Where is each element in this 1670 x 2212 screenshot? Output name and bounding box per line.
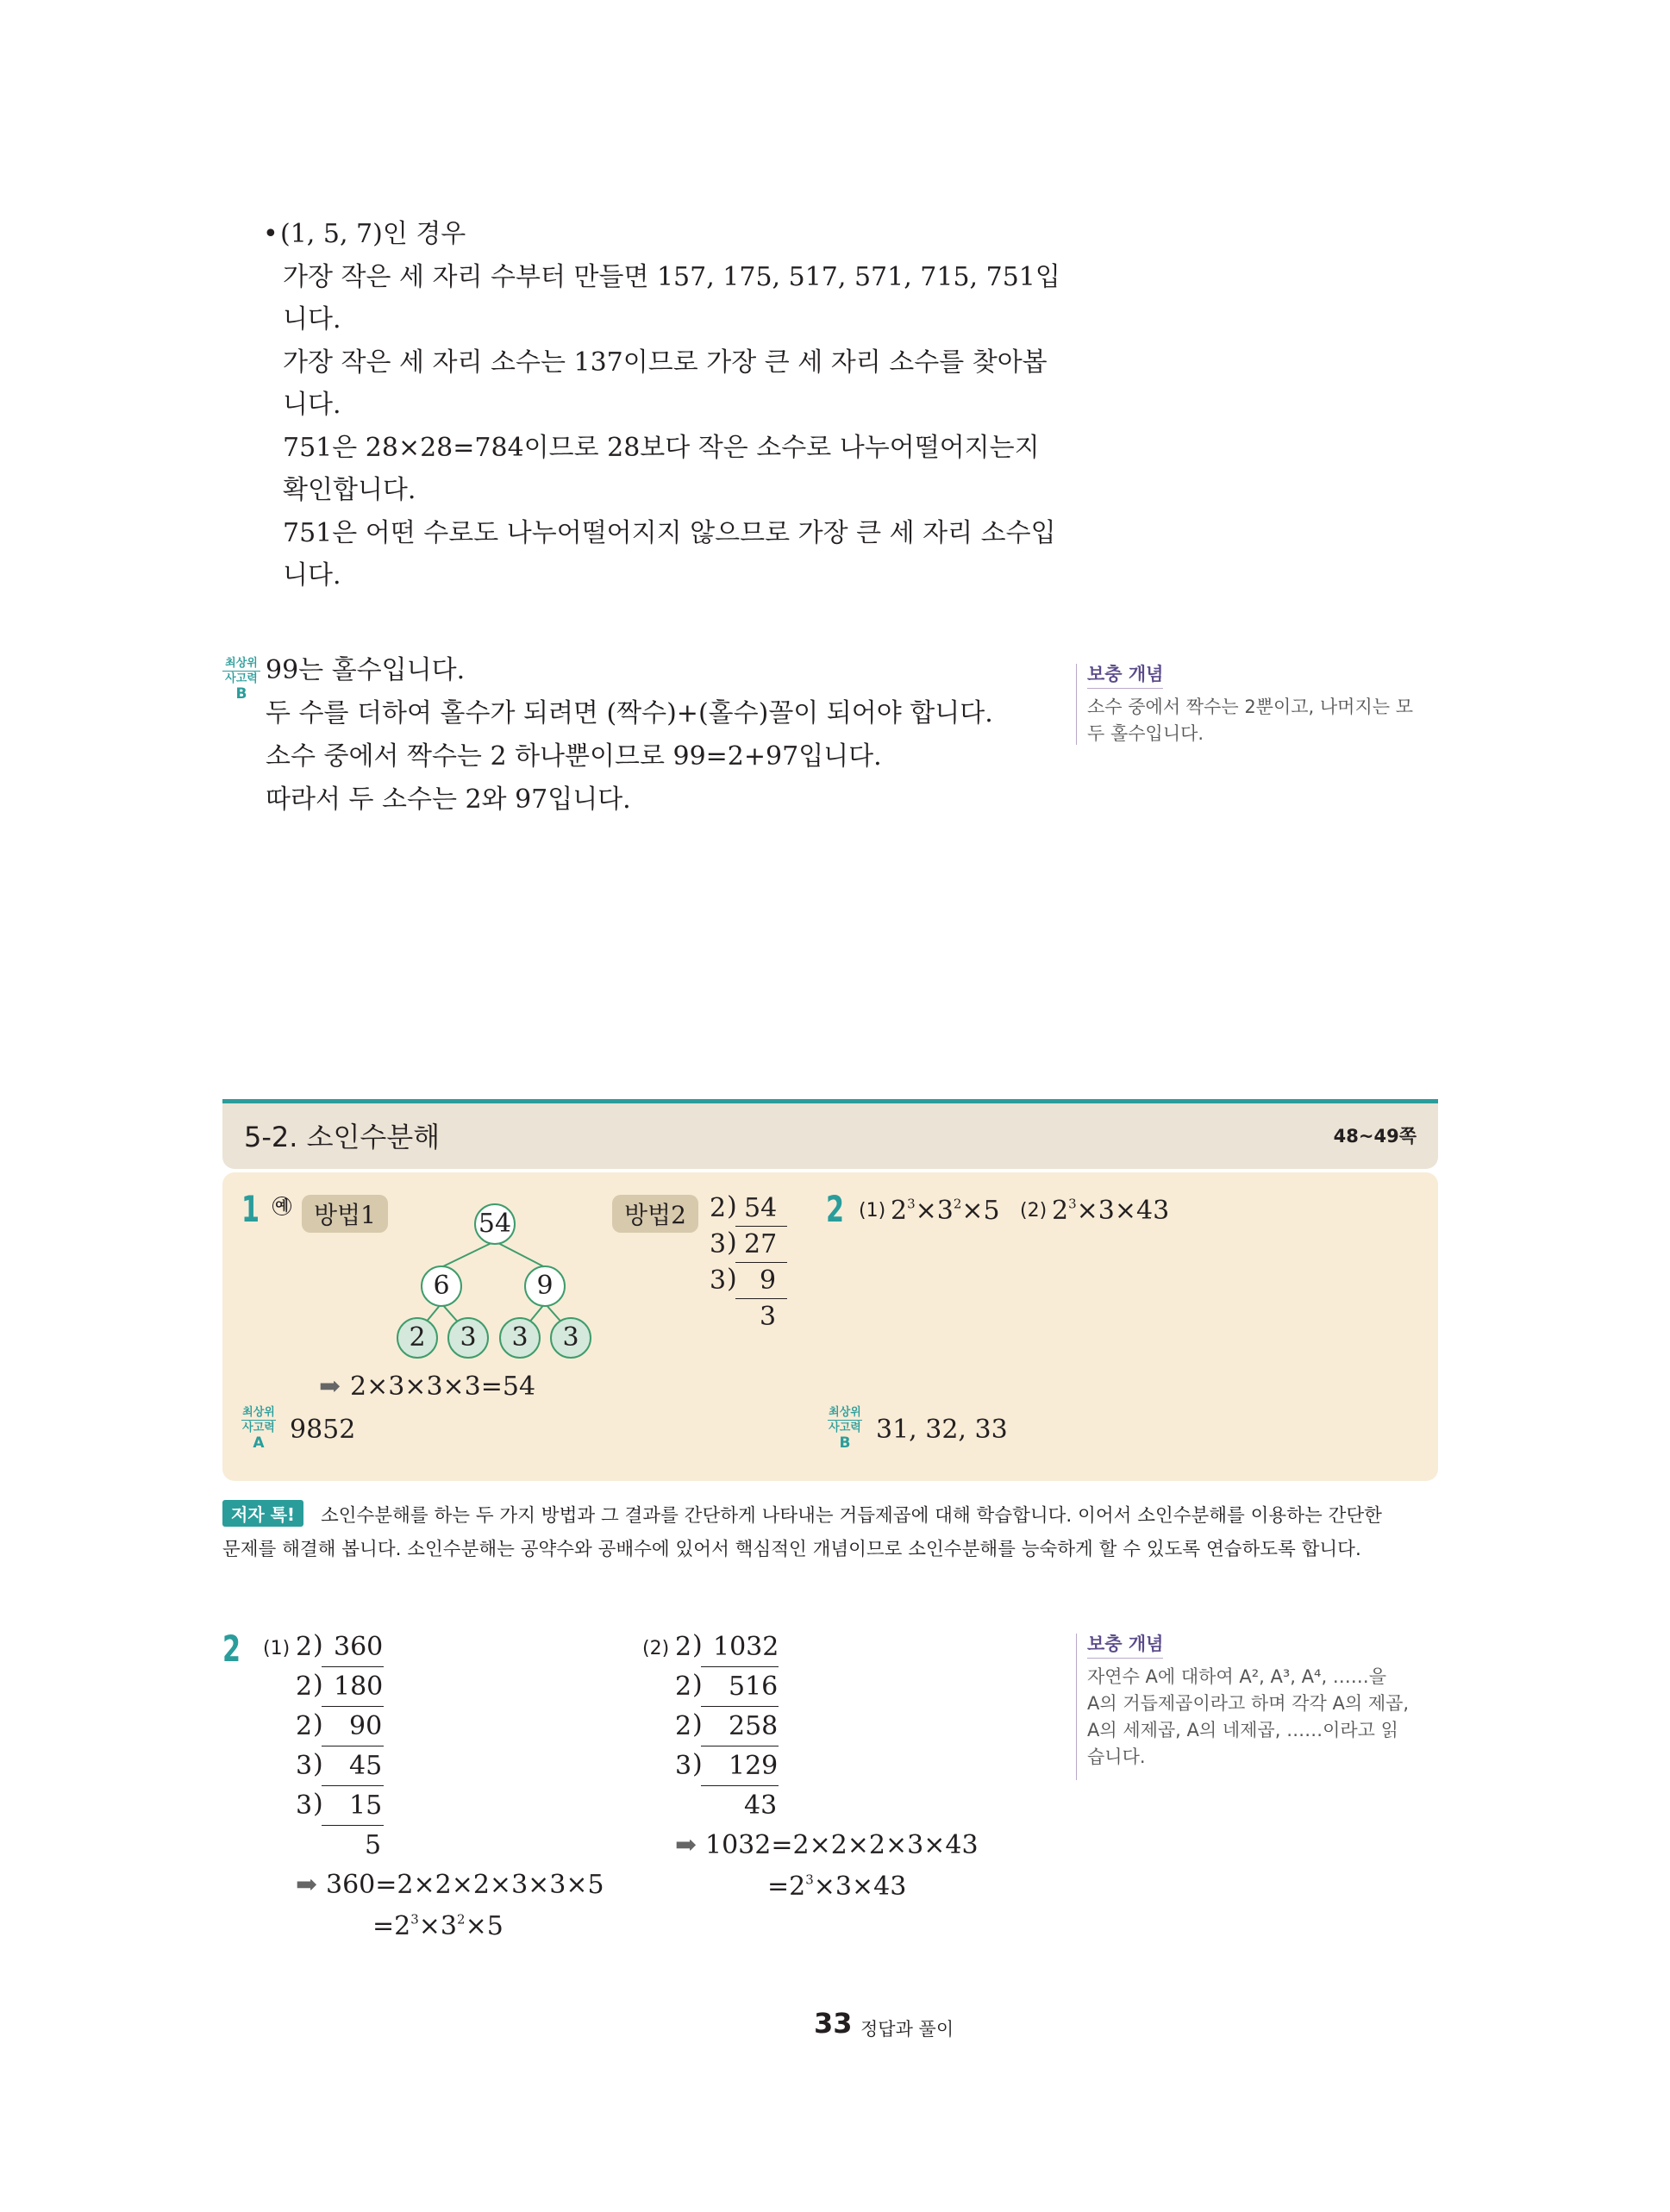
supplement-note-2 [1076, 1634, 1458, 1780]
ladder-divisor: 2 [675, 1671, 692, 1702]
tier-badge-a: 최상위 사고력 A [242, 1406, 275, 1452]
tier-badge-b-2: 최상위 사고력 B [829, 1406, 861, 1452]
bullet: • [263, 219, 278, 249]
problem-number-2: 2 [222, 1628, 241, 1670]
ladder-dividend: 258 [729, 1711, 779, 1741]
ladder-dividend: 15 [349, 1790, 383, 1821]
arrow-icon: ➡ [319, 1372, 341, 1402]
arrow-icon: ➡ [675, 1830, 697, 1860]
ladder-divisor: 2 [296, 1632, 313, 1662]
part2-label: (2) [642, 1638, 670, 1659]
top-line-6: 확인합니다. [283, 475, 416, 505]
tree-leaf-node: 2 [397, 1317, 438, 1359]
top-line-4: 니다. [283, 390, 341, 420]
ladder-dividend: 45 [349, 1751, 383, 1781]
ladder-line [701, 1706, 779, 1707]
question-number-2: 2 [826, 1188, 845, 1230]
ladder-bracket: ) [727, 1191, 737, 1222]
tree-leaf-node: 3 [499, 1317, 541, 1359]
ladder-bracket: ) [692, 1749, 703, 1779]
ladder-dividend: 180 [334, 1671, 384, 1702]
ladder-bracket: ) [692, 1709, 703, 1740]
tier-badge-b: 최상위 사고력 B [222, 658, 260, 702]
ladder-dividend: 129 [729, 1751, 779, 1781]
note-body: 소수 중에서 짝수는 2뿐이고, 나머지는 모 두 홀수입니다. [1087, 697, 1413, 744]
section-header [222, 1099, 1438, 1169]
ladder-quotient: 3 [760, 1302, 777, 1332]
tierb-line-1: 99는 홀수입니다. [266, 655, 466, 685]
tree-mid-node: 9 [524, 1265, 566, 1307]
tier-b-answer: 31, 32, 33 [876, 1415, 1008, 1445]
ladder-bracket: ) [313, 1670, 323, 1700]
ladder-line [701, 1785, 779, 1786]
ladder-divisor: 2 [710, 1193, 727, 1223]
ladder-line [735, 1226, 787, 1227]
tier-a-answer: 9852 [290, 1415, 356, 1445]
ladder-line [322, 1785, 384, 1786]
ladder-bracket: ) [313, 1709, 323, 1740]
section-title: 5-2. 소인수분해 [244, 1121, 441, 1153]
tierb-line-3: 소수 중에서 짝수는 2 하나뿐이므로 99=2+97입니다. [266, 741, 882, 772]
part1-ladder [296, 1632, 399, 1890]
part1-label: (1) [263, 1638, 291, 1659]
note-title: 보충 개념 [1087, 660, 1163, 689]
ladder-dividend: 54 [744, 1193, 778, 1223]
method2-ladder [710, 1193, 804, 1340]
part2-ladder [675, 1632, 787, 1856]
ladder-dividend: 516 [729, 1671, 779, 1702]
ladder-dividend: 90 [349, 1711, 383, 1741]
ladder-bracket: ) [727, 1264, 737, 1294]
q2-part2-label: (2) [1020, 1200, 1048, 1222]
ladder-divisor: 2 [296, 1711, 313, 1741]
top-line-7: 751은 어떤 수로도 나누어떨어지지 않으므로 가장 큰 세 자리 소수입 [283, 518, 1056, 548]
tierb-line-2: 두 수를 더하여 홀수가 되려면 (짝수)+(홀수)꼴이 되어야 합니다. [266, 698, 993, 728]
ladder-bracket: ) [692, 1670, 703, 1700]
ladder-bracket: ) [313, 1749, 323, 1779]
ladder-divisor: 2 [296, 1671, 313, 1702]
method1-result: 2×3×3×3=54 [350, 1372, 536, 1402]
ladder-bracket: ) [313, 1630, 323, 1660]
top-line-2: 니다. [283, 304, 341, 334]
q2-part1-answer: $2^3\times 3^2\times 5$ [891, 1196, 1000, 1226]
ladder-line [735, 1298, 787, 1299]
tree-leaf-node: 3 [447, 1317, 489, 1359]
ladder-line [701, 1666, 779, 1667]
supplement-note-1 [1076, 664, 1458, 745]
ladder-divisor: 3 [710, 1265, 727, 1296]
ladder-line [322, 1666, 384, 1667]
ladder-divisor: 3 [675, 1751, 692, 1781]
arrow-icon: ➡ [296, 1870, 318, 1900]
author-tip-label: 저자 톡! [222, 1500, 303, 1527]
ladder-dividend: 360 [334, 1632, 384, 1662]
q2-part2-answer: $2^3\times 3\times 43$ [1052, 1196, 1170, 1226]
page-label: 정답과 풀이 [860, 2019, 954, 2040]
ladder-divisor: 2 [675, 1632, 692, 1662]
ladder-bracket: ) [727, 1228, 737, 1258]
ladder-divisor: 3 [710, 1229, 727, 1259]
example-mark: 예 [272, 1197, 291, 1215]
tree-mid-node: 6 [421, 1265, 462, 1307]
q2-part1-label: (1) [859, 1200, 886, 1222]
ladder-dividend: 1032 [713, 1632, 779, 1662]
top-line-5: 751은 28×28=784이므로 28보다 작은 소수로 나누어떨어지는지 [283, 433, 1040, 463]
note-body: 자연수 A에 대하여 A², A³, A⁴, ……을 A의 거듭제곱이라고 하며 각각 A의 제곱, A의 세제곱, A의 네제곱, ……이라고 읽 습니다. [1087, 1666, 1410, 1767]
part2-result-2: $=2^3\times 3\times 43$ [767, 1871, 907, 1902]
part1-result-1: 360=2×2×2×3×3×5 [326, 1870, 604, 1900]
question-number-1: 1 [241, 1188, 260, 1230]
answer-box [222, 1172, 1438, 1481]
ladder-line [322, 1706, 384, 1707]
ladder-divisor: 2 [675, 1711, 692, 1741]
ladder-dividend: 27 [744, 1229, 778, 1259]
ladder-line [322, 1825, 384, 1826]
tree-leaf-node: 3 [550, 1317, 591, 1359]
ladder-bracket: ) [313, 1789, 323, 1819]
tierb-line-4: 따라서 두 소수는 2와 97입니다. [266, 784, 631, 815]
ladder-divisor: 3 [296, 1751, 313, 1781]
part1-result-2: $=2^3\times 3^2\times 5$ [372, 1911, 504, 1941]
ladder-bracket: ) [692, 1630, 703, 1660]
method2-label: 방법2 [612, 1195, 698, 1233]
note-title: 보충 개념 [1087, 1630, 1163, 1659]
top-line-8: 니다. [283, 560, 341, 590]
part2-result-1: 1032=2×2×2×3×43 [705, 1830, 979, 1860]
ladder-quotient: 43 [744, 1790, 778, 1821]
ladder-dividend: 9 [760, 1265, 777, 1296]
ladder-line [735, 1262, 787, 1263]
case-heading: (1, 5, 7)인 경우 [280, 219, 466, 249]
section-pages: 48~49쪽 [1333, 1126, 1417, 1147]
author-tip-line-1: 소인수분해를 하는 두 가지 방법과 그 결과를 간단하게 나타내는 거듭제곱에 대해 학습합니다. 이어서 소인수분해를 이용하는 간단한 [321, 1505, 1382, 1527]
page-number: 33 [814, 2007, 853, 2040]
author-tip-line-2: 문제를 해결해 봅니다. 소인수분해는 공약수와 공배수에 있어서 핵심적인 개념이므로 소인수분해를 능숙하게 할 수 있도록 연습하도록 합니다. [222, 1539, 1361, 1560]
method1-label: 방법1 [302, 1195, 388, 1233]
top-line-1: 가장 작은 세 자리 수부터 만들면 157, 175, 517, 571, 715, 751입 [283, 262, 1060, 292]
ladder-quotient: 5 [365, 1830, 382, 1860]
tree-root-node: 54 [474, 1203, 516, 1245]
top-line-3: 가장 작은 세 자리 소수는 137이므로 가장 큰 세 자리 소수를 찾아봅 [283, 347, 1048, 378]
ladder-divisor: 3 [296, 1790, 313, 1821]
